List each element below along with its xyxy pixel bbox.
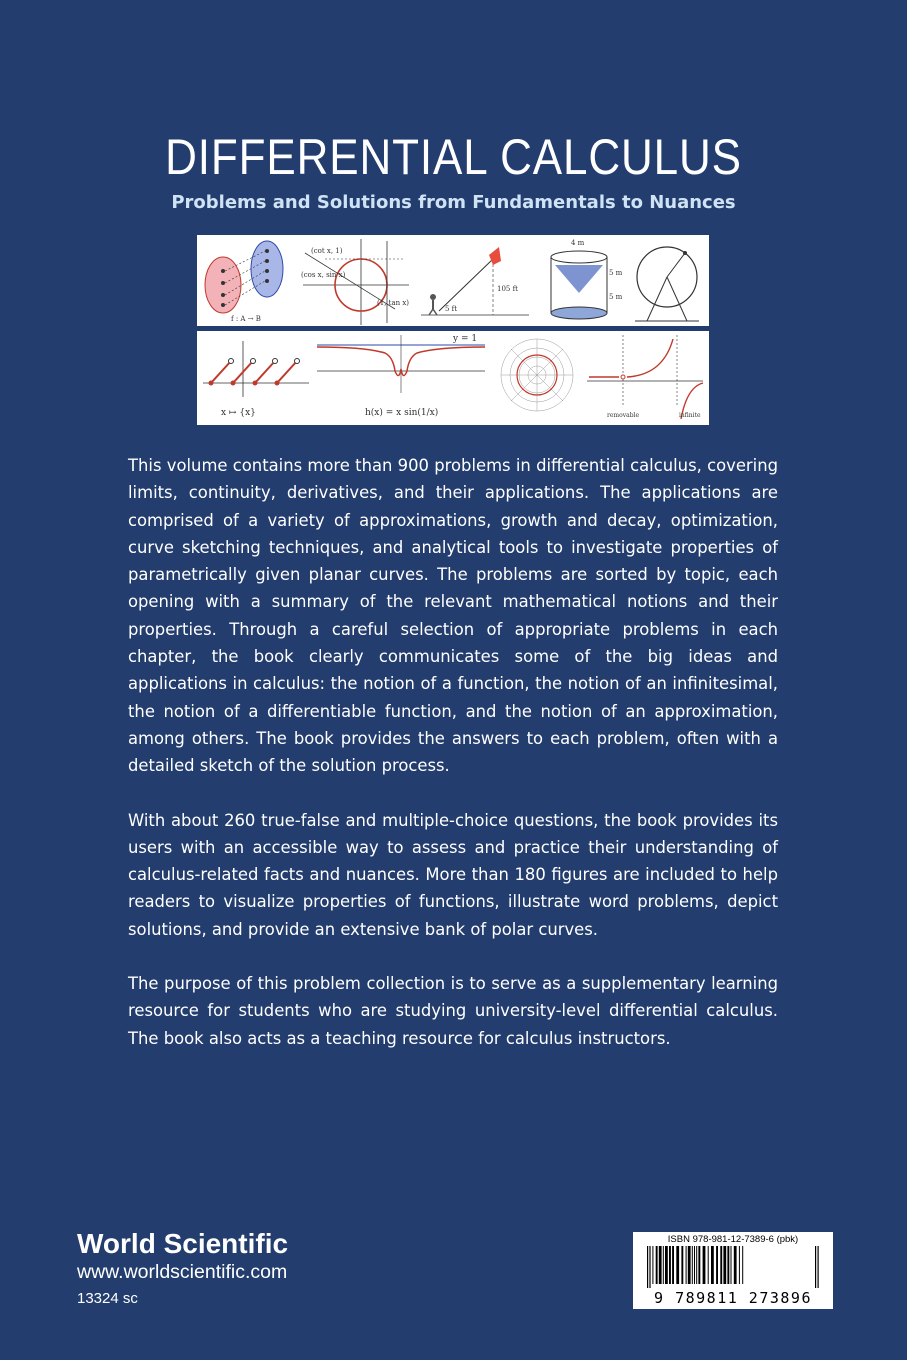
- mapping-label: f : A → B: [231, 315, 261, 323]
- barcode-bar: [694, 1246, 695, 1284]
- barcode-bar: [696, 1246, 697, 1284]
- fractional-part-figure: [199, 331, 313, 425]
- distance-label: 5 ft: [445, 305, 458, 313]
- barcode-bar: [742, 1246, 743, 1284]
- y-equals-1-label: y = 1: [453, 334, 478, 344]
- description-paragraph-1: This volume contains more than 900 problems in differential calculus, covering limits, continuity, derivatives, and their applications. The applications are comprised of a variety of approximations, growth and decay, optimization, curve sketching techniques, and analytical tools to investigate properties of parametrically given planar curves. The problems are sorted by topic, each opening with a summary of the relevant mathematical notions and their properties. Through a careful selection of appropriate problems in each chapter, the book clearly communicates some of the big ideas and applications in calculus: the notion of a function, the notion of an infinitesimal, the notion of a differentiable function, and the notion of an approximation, among others. The book provides the answers to each problem, often with a detailed sketch of the solution process.: [128, 456, 778, 776]
- mapping-diagram-figure: [199, 235, 291, 326]
- cylinder-top-label: 4 m: [571, 239, 585, 247]
- barcode-bar: [731, 1246, 732, 1284]
- barcode-bar: [659, 1246, 662, 1284]
- ferris-wheel-figure: [627, 235, 707, 326]
- isbn-barcode: [633, 1232, 833, 1309]
- publisher-url[interactable]: www.worldscientific.com: [77, 1261, 288, 1283]
- tan-point-label: (1, tan x): [377, 299, 410, 307]
- isbn-text: ISBN 978-981-12-7389-6 (pbk): [667, 1234, 799, 1245]
- barcode-bar: [739, 1246, 740, 1284]
- book-title: DIFFERENTIAL CALCULUS: [165, 129, 742, 185]
- barcode-bar: [692, 1246, 693, 1284]
- barcode-bar: [686, 1246, 687, 1284]
- book-subtitle: Problems and Solutions from Fundamentals to Nuances: [171, 192, 736, 213]
- barcode-bar: [815, 1246, 816, 1288]
- barcode-bar: [649, 1246, 650, 1288]
- cylinder-h1-label: 5 m: [609, 269, 623, 277]
- barcode-bar: [703, 1246, 706, 1284]
- cot-point-label: (cot x, 1): [311, 247, 343, 255]
- barcode-bar: [723, 1246, 726, 1284]
- barcode-bar: [698, 1246, 700, 1284]
- barcode-number: 9 789811 273896: [654, 1289, 812, 1307]
- barcode-bar: [676, 1246, 679, 1284]
- publisher-name: World Scientific: [77, 1228, 289, 1259]
- cylinder-h2-label: 5 m: [609, 293, 623, 301]
- barcode-bar: [716, 1246, 718, 1284]
- cos-sin-point-label: (cos x, sin x): [301, 271, 346, 279]
- barcode-bar: [672, 1246, 674, 1284]
- barcode-bar: [708, 1246, 709, 1284]
- xsin-function-label: h(x) = x sin(1/x): [365, 408, 439, 418]
- infinite-label: infinite: [679, 412, 701, 419]
- description-paragraph-2: With about 260 true-false and multiple-choice questions, the book provides its users with an accessible way to assess and practice their understanding of calculus-related facts and nuances. More than 180 figures are included to help readers to visualize properties of functions, illustrate word problems, depict solutions, and provide an extensive bank of polar curves.: [128, 810, 778, 939]
- xsin-figure: [315, 331, 487, 425]
- barcode-bar: [652, 1246, 653, 1284]
- fractional-part-label: x ↦ {x}: [221, 408, 256, 418]
- barcode-bar: [727, 1246, 729, 1284]
- barcode-bar: [656, 1246, 658, 1284]
- barcode-bar: [720, 1246, 722, 1284]
- figure-collage: [197, 235, 709, 425]
- cylinder-cone-figure: [539, 235, 625, 326]
- polar-curve-figure: [495, 331, 579, 425]
- discontinuity-figure: [583, 331, 707, 425]
- book-description: [128, 452, 778, 1079]
- barcode-bar: [665, 1246, 668, 1284]
- barcode-bar: [669, 1246, 671, 1284]
- publisher-block: [77, 1228, 288, 1307]
- height-label: 105 ft: [497, 285, 518, 293]
- barcode-bars: [647, 1246, 819, 1288]
- catalog-code: 13324 sc: [77, 1290, 138, 1307]
- barcode-bar: [647, 1246, 648, 1288]
- removable-label: removable: [607, 412, 639, 419]
- barcode-bar: [818, 1246, 819, 1288]
- barcode-bar: [734, 1246, 737, 1284]
- description-paragraph-3: The purpose of this problem collection is to serve as a supplementary learning resource for students who are studying university-level differential calculus. The book also acts as a teaching resource for calculus instructors.: [128, 974, 778, 1048]
- unit-circle-figure: [295, 235, 413, 326]
- barcode-bar: [711, 1246, 714, 1284]
- barcode-bar: [688, 1246, 691, 1284]
- kite-figure: [417, 235, 533, 326]
- barcode-bar: [663, 1246, 664, 1284]
- barcode-bar: [681, 1246, 683, 1284]
